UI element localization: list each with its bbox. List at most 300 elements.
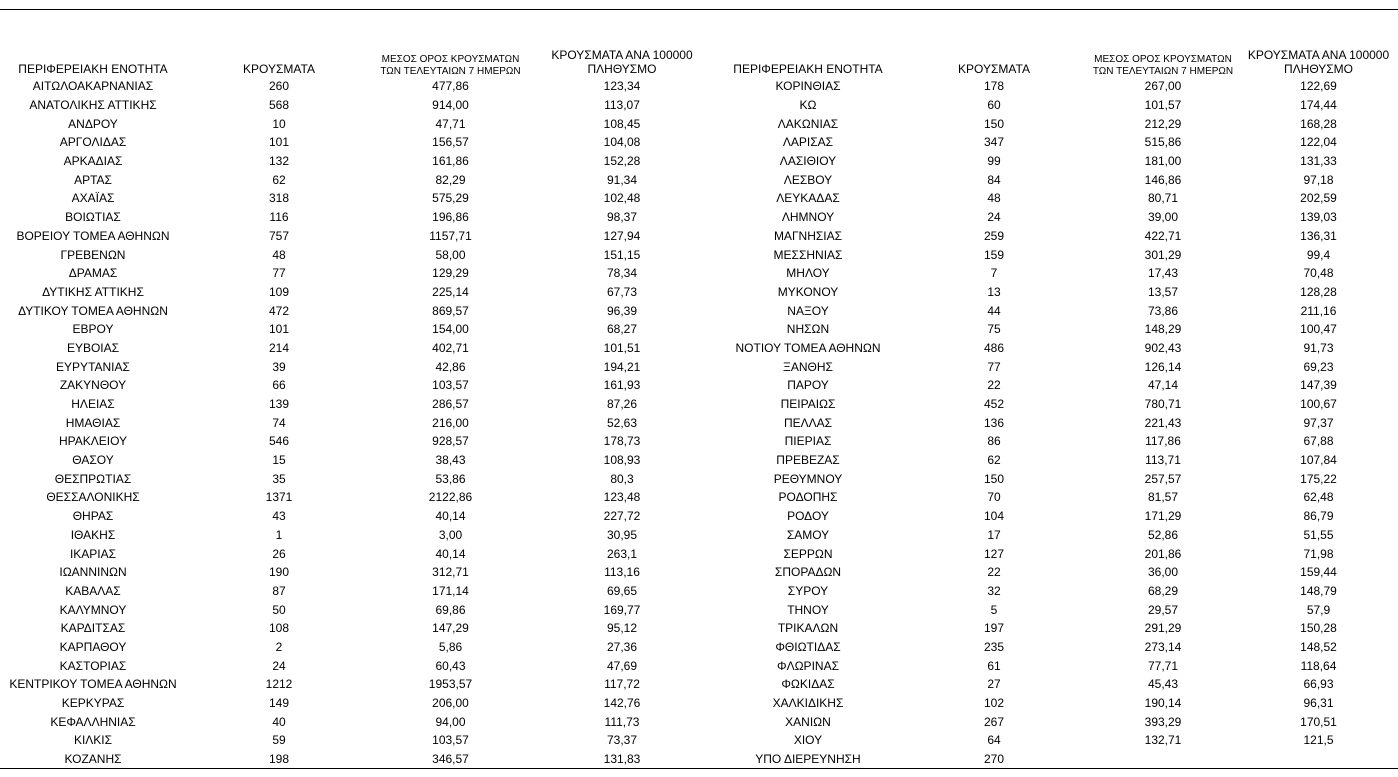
cases-cell: 116 — [269, 210, 289, 225]
table-row — [0, 77, 1398, 96]
per-100k-cell: 87,26 — [606, 397, 638, 412]
avg-7day-cell: 77,71 — [1147, 658, 1179, 673]
cases-cell: 24 — [987, 210, 1001, 225]
region-cell: ΦΘΙΩΤΙΔΑΣ — [775, 639, 841, 654]
per-100k-cell: 139,03 — [1300, 210, 1337, 225]
per-100k-cell: 131,83 — [603, 752, 641, 767]
avg-7day-cell: 914,00 — [432, 98, 469, 113]
cases-cell: 178 — [983, 79, 1005, 94]
table-row — [0, 245, 1398, 264]
per-100k-cell: 175,22 — [1300, 471, 1337, 486]
cases-cell: 44 — [987, 303, 1001, 318]
per-100k-cell: 62,48 — [1303, 490, 1334, 505]
cases-cell: 26 — [272, 546, 286, 561]
table-row — [0, 227, 1398, 246]
region-cell: ΑΡΤΑΣ — [74, 172, 112, 187]
cases-cell: 86 — [987, 434, 1001, 449]
cases-cell: 48 — [987, 191, 1001, 206]
avg-7day-cell: 171,14 — [432, 583, 469, 598]
avg-7day-cell: 312,71 — [432, 565, 469, 580]
table-row — [0, 582, 1398, 601]
region-cell: ΝΑΞΟΥ — [787, 303, 829, 318]
avg-7day-cell: 2122,86 — [428, 490, 473, 505]
per-100k-cell: 96,39 — [606, 303, 638, 318]
header-cases: ΚΡΟΥΣΜΑΤΑ — [243, 62, 315, 77]
per-100k-cell: 123,48 — [603, 490, 641, 505]
region-cell: ΛΕΥΚΑΔΑΣ — [776, 191, 840, 206]
cases-cell: 77 — [987, 359, 1001, 374]
cases-cell: 260 — [268, 79, 290, 94]
cases-cell: 1212 — [265, 677, 293, 692]
region-cell: ΘΑΣΟΥ — [72, 453, 114, 468]
cases-cell: 39 — [272, 359, 286, 374]
per-100k-cell: 111,73 — [604, 714, 640, 729]
per-100k-cell: 122,04 — [1300, 135, 1337, 150]
cases-cell: 5 — [990, 602, 998, 617]
avg-7day-cell: 286,57 — [432, 397, 469, 412]
per-100k-cell: 152,28 — [603, 154, 641, 169]
per-100k-cell: 91,73 — [1303, 340, 1334, 355]
table-row — [0, 544, 1398, 563]
avg-7day-cell: 154,00 — [432, 322, 469, 337]
region-cell: ΒΟΙΩΤΙΑΣ — [65, 210, 121, 225]
region-cell: ΑΝΔΡΟΥ — [68, 116, 118, 131]
avg-7day-cell: 81,57 — [1147, 490, 1179, 505]
cases-cell: 40 — [272, 714, 286, 729]
per-100k-cell: 86,79 — [1303, 509, 1334, 524]
avg-7day-cell: 291,29 — [1144, 621, 1182, 636]
region-cell: ΛΑΡΙΣΑΣ — [782, 135, 834, 150]
cases-cell: 150 — [983, 116, 1005, 131]
cases-cell: 259 — [983, 228, 1005, 243]
table-row — [0, 675, 1398, 694]
per-100k-cell: 67,73 — [606, 284, 638, 299]
table-row — [0, 694, 1398, 713]
cases-cell: 13 — [987, 284, 1001, 299]
cases-cell: 35 — [272, 471, 286, 486]
avg-7day-cell: 216,00 — [432, 415, 469, 430]
avg-7day-cell: 902,43 — [1144, 340, 1182, 355]
avg-7day-cell: 39,00 — [1147, 210, 1179, 225]
table-row — [0, 563, 1398, 582]
per-100k-cell: 128,28 — [1300, 284, 1337, 299]
avg-7day-cell: 161,86 — [432, 154, 469, 169]
region-cell: ΜΥΚΟΝΟΥ — [777, 284, 839, 299]
cases-cell: 60 — [987, 98, 1001, 113]
table-row — [0, 432, 1398, 451]
avg-7day-cell: 117,86 — [1145, 434, 1181, 449]
table-row — [0, 451, 1398, 470]
avg-7day-cell: 53,86 — [435, 471, 466, 486]
per-100k-cell: 70,48 — [1303, 266, 1334, 281]
cases-cell: 62 — [272, 172, 286, 187]
region-cell: ΧΑΛΚΙΔΙΚΗΣ — [772, 696, 844, 711]
region-cell: ΔΥΤΙΚΗΣ ΑΤΤΙΚΗΣ — [42, 284, 144, 299]
header-per-100k: ΚΡΟΥΣΜΑΤΑ ΑΝΑ 100000 ΠΛΗΘΥΣΜΟ — [1247, 48, 1390, 77]
cases-cell: 472 — [268, 303, 290, 318]
avg-7day-cell: 225,14 — [432, 284, 469, 299]
avg-7day-cell: 36,00 — [1147, 565, 1179, 580]
avg-7day-cell: 146,86 — [1144, 172, 1182, 187]
table-row — [0, 339, 1398, 358]
per-100k-cell: 113,16 — [604, 565, 640, 580]
region-cell: ΘΗΡΑΣ — [72, 509, 114, 524]
per-100k-cell: 27,36 — [606, 639, 638, 654]
region-cell: ΞΑΝΘΗΣ — [783, 359, 833, 374]
avg-7day-cell: 5,86 — [438, 639, 463, 654]
per-100k-cell: 168,28 — [1300, 116, 1337, 131]
cases-cell: 2 — [275, 639, 283, 654]
per-100k-cell: 97,18 — [1303, 172, 1334, 187]
region-cell: ΑΡΚΑΔΙΑΣ — [63, 154, 123, 169]
avg-7day-cell: 393,29 — [1144, 714, 1182, 729]
cases-cell: 70 — [987, 490, 1001, 505]
per-100k-cell: 71,98 — [1303, 546, 1334, 561]
region-cell: ΔΡΑΜΑΣ — [68, 266, 118, 281]
table-row — [0, 114, 1398, 133]
cases-cell: 77 — [272, 266, 286, 281]
cases-cell: 64 — [987, 733, 1001, 748]
cases-cell: 127 — [983, 546, 1005, 561]
table-row — [0, 656, 1398, 675]
header-avg-7day: ΜΕΣΟΣ ΟΡΟΣ ΚΡΟΥΣΜΑΤΩΝ ΤΩΝ ΤΕΛΕΥΤΑΙΩΝ 7 ΗΜΕΡΩΝ — [1092, 54, 1234, 77]
per-100k-cell: 101,51 — [603, 340, 641, 355]
table-row — [0, 638, 1398, 657]
bottom-border — [0, 768, 1398, 769]
region-cell: ΜΑΓΝΗΣΙΑΣ — [773, 228, 843, 243]
per-100k-cell: 108,93 — [603, 453, 641, 468]
per-100k-cell: 95,12 — [606, 621, 638, 636]
region-cell: ΛΑΚΩΝΙΑΣ — [777, 116, 839, 131]
table-row — [0, 264, 1398, 283]
avg-7day-cell: 80,71 — [1147, 191, 1179, 206]
avg-7day-cell: 113,71 — [1145, 453, 1181, 468]
avg-7day-cell: 422,71 — [1144, 228, 1182, 243]
table-row — [0, 133, 1398, 152]
per-100k-cell: 52,63 — [606, 415, 638, 430]
per-100k-cell: 96,31 — [1303, 696, 1334, 711]
region-cell: ΚΟΖΑΝΗΣ — [64, 752, 122, 767]
avg-7day-cell: 73,86 — [1147, 303, 1179, 318]
cases-cell: 190 — [268, 565, 290, 580]
cases-cell: 136 — [983, 415, 1005, 430]
per-100k-cell: 57,9 — [1306, 602, 1331, 617]
per-100k-cell: 127,94 — [603, 228, 641, 243]
avg-7day-cell: 82,29 — [435, 172, 466, 187]
avg-7day-cell: 1157,71 — [429, 228, 472, 243]
cases-cell: 101 — [268, 322, 290, 337]
table-row — [0, 526, 1398, 545]
avg-7day-cell: 273,14 — [1144, 639, 1182, 654]
region-cell: ΤΗΝΟΥ — [787, 602, 829, 617]
table-row — [0, 488, 1398, 507]
table-row — [0, 170, 1398, 189]
per-100k-cell: 151,15 — [603, 247, 641, 262]
table-row — [0, 96, 1398, 115]
region-cell: ΡΟΔΟΠΗΣ — [778, 490, 838, 505]
per-100k-cell: 51,55 — [1303, 527, 1334, 542]
region-cell: ΛΕΣΒΟΥ — [783, 172, 833, 187]
avg-7day-cell — [1087, 750, 1239, 769]
cases-cell: 32 — [987, 583, 1001, 598]
per-100k-cell: 100,67 — [1300, 397, 1337, 412]
per-100k-cell: 178,73 — [603, 434, 641, 449]
region-cell: ΚΙΛΚΙΣ — [73, 733, 113, 748]
cases-cell: 452 — [983, 397, 1005, 412]
region-cell: ΑΝΑΤΟΛΙΚΗΣ ΑΤΤΙΚΗΣ — [29, 98, 157, 113]
cases-cell: 22 — [987, 378, 1001, 393]
cases-cell: 87 — [272, 583, 286, 598]
region-cell: ΓΡΕΒΕΝΩΝ — [60, 247, 126, 262]
region-cell: ΥΠΟ ΔΙΕΡΕΥΝΗΣΗ — [755, 752, 861, 767]
cases-cell: 84 — [987, 172, 1001, 187]
avg-7day-cell: 575,29 — [432, 191, 469, 206]
region-cell: ΒΟΡΕΙΟΥ ΤΟΜΕΑ ΑΘΗΝΩΝ — [16, 228, 170, 243]
table-row — [0, 189, 1398, 208]
table-row — [0, 376, 1398, 395]
cases-cell: 149 — [268, 696, 290, 711]
per-100k-cell: 107,84 — [1300, 453, 1337, 468]
region-cell: ΡΕΘΥΜΝΟΥ — [773, 471, 843, 486]
table-row — [0, 731, 1398, 750]
cases-cell: 104 — [983, 509, 1005, 524]
cases-cell: 61 — [987, 658, 1001, 673]
table-row — [0, 750, 1398, 769]
avg-7day-cell: 40,14 — [435, 509, 466, 524]
header-avg-7day: ΜΕΣΟΣ ΟΡΟΣ ΚΡΟΥΣΜΑΤΩΝ ΤΩΝ ΤΕΛΕΥΤΑΙΩΝ 7 ΗΜΕΡΩΝ — [380, 54, 521, 77]
per-100k-cell: 68,27 — [606, 322, 638, 337]
per-100k-cell: 67,88 — [1303, 434, 1334, 449]
cases-cell: 267 — [983, 714, 1005, 729]
table-body — [0, 77, 1398, 768]
per-100k-cell: 159,44 — [1300, 565, 1337, 580]
region-cell: ΚΑΣΤΟΡΙΑΣ — [59, 658, 127, 673]
per-100k-cell: 123,34 — [603, 79, 641, 94]
cases-cell: 27 — [987, 677, 1001, 692]
per-100k-cell: 98,37 — [606, 210, 638, 225]
avg-7day-cell: 17,43 — [1147, 266, 1179, 281]
region-cell: ΡΟΔΟΥ — [787, 509, 829, 524]
region-cell: ΦΛΩΡΙΝΑΣ — [777, 658, 839, 673]
avg-7day-cell: 515,86 — [1144, 135, 1182, 150]
per-100k-cell: 136,31 — [1300, 228, 1337, 243]
region-cell: ΤΡΙΚΑΛΩΝ — [777, 621, 839, 636]
avg-7day-cell: 45,43 — [1147, 677, 1179, 692]
avg-7day-cell: 47,71 — [435, 116, 466, 131]
per-100k-cell: 97,37 — [1303, 415, 1334, 430]
table-row — [0, 619, 1398, 638]
avg-7day-cell: 196,86 — [432, 210, 469, 225]
avg-7day-cell: 94,00 — [435, 714, 466, 729]
avg-7day-cell: 928,57 — [432, 434, 469, 449]
table-row — [0, 469, 1398, 488]
region-cell: ΚΑΛΥΜΝΟΥ — [59, 602, 127, 617]
per-100k-cell: 169,77 — [603, 602, 641, 617]
header-cases: ΚΡΟΥΣΜΑΤΑ — [958, 62, 1030, 77]
cases-cell: 235 — [983, 639, 1005, 654]
cases-cell: 197 — [983, 621, 1005, 636]
avg-7day-cell: 47,14 — [1147, 378, 1179, 393]
avg-7day-cell: 257,57 — [1144, 471, 1182, 486]
avg-7day-cell: 1953,57 — [428, 677, 473, 692]
cases-cell: 757 — [268, 228, 290, 243]
cases-cell: 109 — [268, 284, 290, 299]
cases-cell: 347 — [983, 135, 1005, 150]
region-cell: ΜΕΣΣΗΝΙΑΣ — [773, 247, 843, 262]
avg-7day-cell: 267,00 — [1144, 79, 1182, 94]
per-100k-cell: 91,34 — [606, 172, 638, 187]
region-cell: ΛΑΣΙΘΙΟΥ — [779, 154, 837, 169]
avg-7day-cell: 148,29 — [1144, 322, 1182, 337]
per-100k-cell: 121,5 — [1303, 733, 1334, 748]
region-cell: ΕΥΒΟΙΑΣ — [66, 340, 120, 355]
region-cell: ΙΘΑΚΗΣ — [70, 527, 116, 542]
cases-cell: 48 — [272, 247, 286, 262]
per-100k-cell: 118,64 — [1300, 658, 1337, 673]
region-cell: ΣΑΜΟΥ — [786, 527, 830, 542]
header-region: ΠΕΡΙΦΕΡΕΙΑΚΗ ΕΝΟΤΗΤΑ — [18, 62, 168, 77]
region-cell: ΕΥΡΥΤΑΝΙΑΣ — [56, 359, 130, 374]
avg-7day-cell: 221,43 — [1144, 415, 1182, 430]
avg-7day-cell: 42,86 — [435, 359, 466, 374]
cases-cell: 59 — [272, 733, 286, 748]
region-cell: ΗΡΑΚΛΕΙΟΥ — [58, 434, 128, 449]
avg-7day-cell: 190,14 — [1144, 696, 1182, 711]
per-100k-cell: 227,72 — [603, 509, 641, 524]
avg-7day-cell: 3,00 — [438, 527, 463, 542]
region-cell: ΖΑΚΥΝΘΟΥ — [59, 378, 127, 393]
table-row — [0, 283, 1398, 302]
per-100k-cell: 30,95 — [606, 527, 638, 542]
cases-cell: 318 — [268, 191, 290, 206]
region-cell: ΛΗΜΝΟΥ — [781, 210, 835, 225]
avg-7day-cell: 147,29 — [432, 621, 469, 636]
avg-7day-cell: 29,57 — [1147, 602, 1179, 617]
region-cell: ΠΕΛΛΑΣ — [783, 415, 833, 430]
table-row — [0, 395, 1398, 414]
avg-7day-cell: 201,86 — [1144, 546, 1182, 561]
header-row — [0, 0, 1398, 77]
cases-cell: 50 — [272, 602, 286, 617]
region-cell: ΘΕΣΣΑΛΟΝΙΚΗΣ — [46, 490, 140, 505]
cases-cell: 62 — [987, 453, 1001, 468]
per-100k-cell: 142,76 — [603, 696, 641, 711]
avg-7day-cell: 301,29 — [1144, 247, 1182, 262]
cases-cell: 108 — [268, 621, 290, 636]
per-100k-cell: 211,16 — [1300, 303, 1337, 318]
cases-cell: 75 — [987, 322, 1001, 337]
avg-7day-cell: 780,71 — [1144, 397, 1182, 412]
per-100k-cell: 122,69 — [1300, 79, 1337, 94]
avg-7day-cell: 869,57 — [432, 303, 469, 318]
per-100k-cell: 69,23 — [1303, 359, 1334, 374]
per-100k-cell: 150,28 — [1300, 621, 1337, 636]
avg-7day-cell: 103,57 — [432, 378, 469, 393]
cases-cell: 101 — [268, 135, 290, 150]
avg-7day-cell: 38,43 — [435, 453, 466, 468]
avg-7day-cell: 132,71 — [1144, 733, 1182, 748]
region-cell: ΕΒΡΟΥ — [72, 322, 114, 337]
per-100k-cell: 131,33 — [1300, 154, 1337, 169]
table-row — [0, 208, 1398, 227]
avg-7day-cell: 69,86 — [435, 602, 466, 617]
cases-cell: 99 — [987, 154, 1001, 169]
header-per-100k: ΚΡΟΥΣΜΑΤΑ ΑΝΑ 100000 ΠΛΗΘΥΣΜΟ — [551, 48, 693, 77]
cases-cell: 1 — [275, 527, 283, 542]
per-100k-cell: 102,48 — [603, 191, 641, 206]
table-row — [0, 507, 1398, 526]
avg-7day-cell: 58,00 — [435, 247, 466, 262]
table-header — [0, 0, 1398, 77]
per-100k-cell: 108,45 — [603, 116, 641, 131]
cases-cell: 270 — [983, 752, 1005, 767]
per-100k-cell: 113,07 — [604, 98, 640, 113]
avg-7day-cell: 13,57 — [1147, 284, 1179, 299]
avg-7day-cell: 206,00 — [432, 696, 469, 711]
region-cell: ΚΕΡΚΥΡΑΣ — [61, 696, 125, 711]
avg-7day-cell: 171,29 — [1144, 509, 1182, 524]
per-100k-cell: 148,79 — [1300, 583, 1337, 598]
avg-7day-cell: 402,71 — [432, 340, 469, 355]
region-cell: ΦΩΚΙΔΑΣ — [781, 677, 835, 692]
cases-cell: 150 — [983, 471, 1005, 486]
region-cell: ΚΟΡΙΝΘΙΑΣ — [775, 79, 841, 94]
avg-7day-cell: 103,57 — [432, 733, 469, 748]
per-100k-cell: 66,93 — [1303, 677, 1334, 692]
cases-cell: 486 — [983, 340, 1005, 355]
avg-7day-cell: 126,14 — [1144, 359, 1182, 374]
region-cell: ΠΙΕΡΙΑΣ — [784, 434, 832, 449]
region-cell: ΙΩΑΝΝΙΝΩΝ — [59, 565, 127, 580]
avg-7day-cell: 101,57 — [1144, 98, 1182, 113]
region-cell: ΠΕΙΡΑΙΩΣ — [780, 397, 836, 412]
per-100k-cell: 69,65 — [606, 583, 638, 598]
table-row — [0, 413, 1398, 432]
region-cell: ΣΠΟΡΑΔΩΝ — [774, 565, 842, 580]
cases-cell: 214 — [268, 340, 290, 355]
region-cell: ΧΙΟΥ — [793, 733, 823, 748]
table-row — [0, 712, 1398, 731]
per-100k-cell: 161,93 — [603, 378, 641, 393]
region-cell: ΗΛΕΙΑΣ — [71, 397, 115, 412]
region-cell: ΚΕΝΤΡΙΚΟΥ ΤΟΜΕΑ ΑΘΗΝΩΝ — [9, 677, 177, 692]
per-100k-cell — [1239, 750, 1398, 769]
region-cell: ΑΙΤΩΛΟΑΚΑΡΝΑΝΙΑΣ — [32, 79, 154, 94]
region-cell: ΠΡΕΒΕΖΑΣ — [776, 453, 840, 468]
cases-cell: 15 — [272, 453, 286, 468]
cases-cell: 546 — [268, 434, 290, 449]
avg-7day-cell: 346,57 — [432, 752, 469, 767]
cases-cell: 139 — [268, 397, 290, 412]
avg-7day-cell: 156,57 — [432, 135, 469, 150]
cases-cell: 1371 — [265, 490, 293, 505]
per-100k-cell: 263,1 — [606, 546, 638, 561]
avg-7day-cell: 212,29 — [1144, 116, 1182, 131]
per-100k-cell: 99,4 — [1306, 247, 1331, 262]
cases-cell: 159 — [983, 247, 1005, 262]
avg-7day-cell: 68,29 — [1147, 583, 1179, 598]
region-cell: ΑΧΑΪΑΣ — [71, 191, 115, 206]
cases-cell: 66 — [272, 378, 286, 393]
table-row — [0, 600, 1398, 619]
region-cell: ΚΑΒΑΛΑΣ — [65, 583, 121, 598]
per-100k-cell: 47,69 — [606, 658, 638, 673]
region-cell: ΚΑΡΔΙΤΣΑΣ — [60, 621, 126, 636]
region-cell: ΚΕΦΑΛΛΗΝΙΑΣ — [50, 714, 136, 729]
per-100k-cell: 194,21 — [603, 359, 641, 374]
cases-cell: 7 — [990, 266, 998, 281]
region-cell: ΜΗΛΟΥ — [786, 266, 830, 281]
